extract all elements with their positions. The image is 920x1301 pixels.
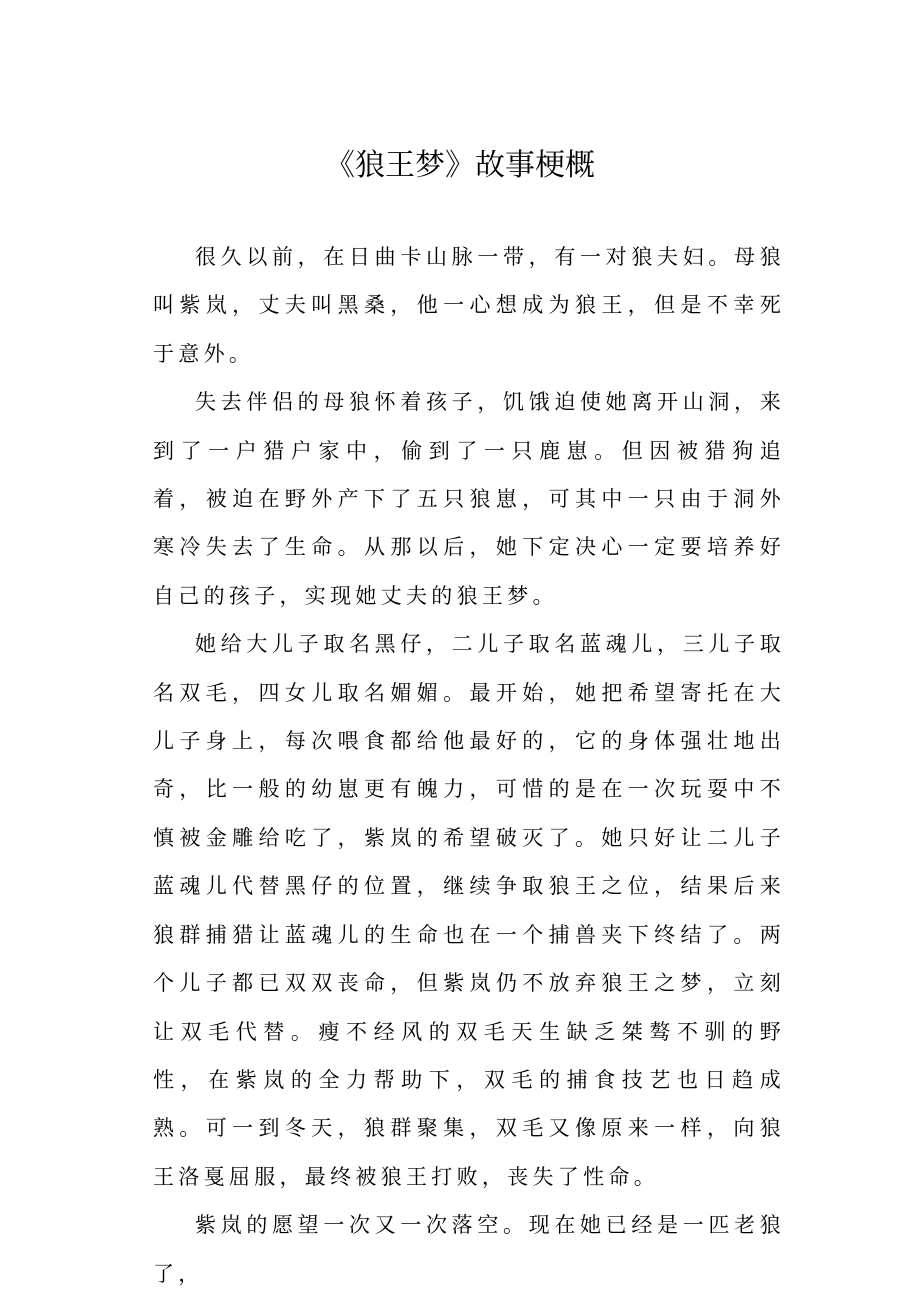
document-body: [153, 233, 785, 1298]
paragraph-1: 很久以前，在日曲卡山脉一带，有一对狼夫妇。母狼叫紫岚，丈夫叫黑桑，他一心想成为狼王，但是不幸死于意外。: [153, 245, 785, 366]
paragraph-2: 失去伴侣的母狼怀着孩子，饥饿迫使她离开山洞，来到了一户猎户家中，偷到了一只鹿崽。但因被猎狗追着，被迫在野外产下了五只狼崽，可其中一只由于洞外寒冷失去了生命。从那以后，她下定决心一定要培养好自己的孩子，实现她丈夫的狼王梦。: [153, 390, 785, 608]
paragraph-3: 她给大儿子取名黑仔，二儿子取名蓝魂儿，三儿子取名双毛，四女儿取名媚媚。最开始，她把希望寄托在大儿子身上，每次喂食都给他最好的，它的身体强壮地出奇，比一般的幼崽更有魄力，可惜的是在一次玩耍中不慎被金雕给吃了，紫岚的希望破灭了。她只好让二儿子蓝魂儿代替黑仔的位置，继续争取狼王之位，结果后来狼群捕猎让蓝魂儿的生命也在一个捕兽夹下终结了。两个儿子都已双双丧命，但紫岚仍不放弃狼王之梦，立刻让双毛代替。瘦不经风的双毛天生缺乏桀骜不驯的野性，在紫岚的全力帮助下，双毛的捕食技艺也日趋成熟。可一到冬天，狼群聚集，双毛又像原来一样，向狼王洛戛屈服，最终被狼王打败，丧失了性命。: [153, 632, 785, 1189]
paragraph-4: 紫岚的愿望一次又一次落空。现在她已经是一匹老狼了，: [153, 1213, 785, 1286]
document-title: 《狼王梦》故事梗概: [325, 148, 595, 183]
